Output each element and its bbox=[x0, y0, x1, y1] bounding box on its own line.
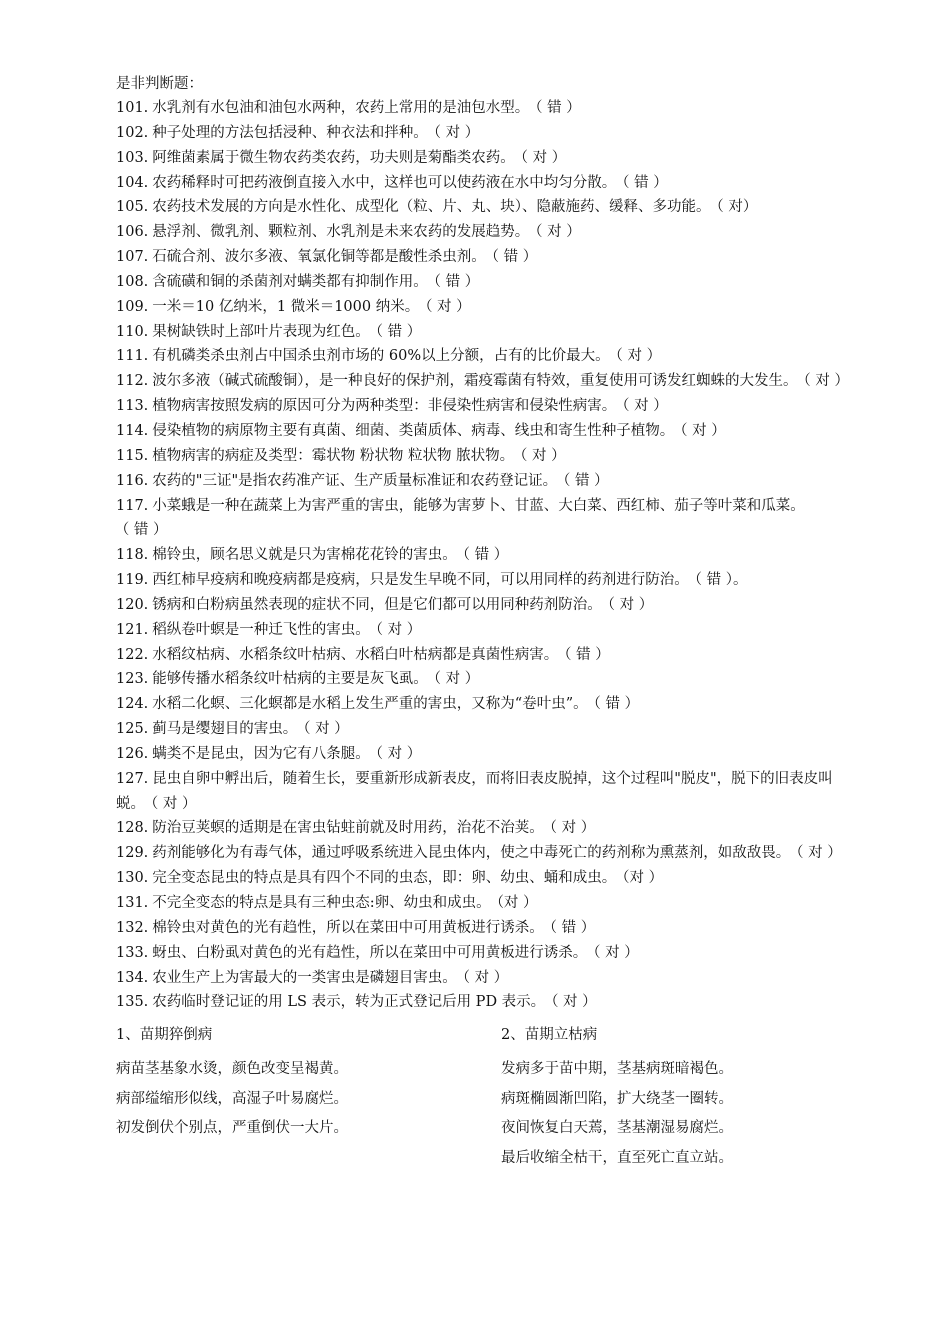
question-answer: （对 ） bbox=[496, 895, 538, 911]
question-text: 水乳剂有水包油和油包水两种，农药上常用的是油包水型。 bbox=[152, 100, 530, 116]
question-number: 130. bbox=[116, 870, 149, 887]
question-item bbox=[116, 568, 856, 593]
question-number: 133. bbox=[116, 944, 149, 961]
question-number: 114. bbox=[116, 422, 149, 439]
question-item bbox=[116, 344, 856, 369]
question-number: 119. bbox=[116, 572, 149, 589]
question-answer: （ 对 ） bbox=[796, 845, 842, 862]
question-item bbox=[116, 121, 856, 146]
document-page bbox=[116, 72, 856, 1173]
question-number: 123. bbox=[116, 671, 149, 688]
question-answer: （ 对 ） bbox=[520, 149, 567, 166]
question-item bbox=[116, 469, 856, 494]
question-number: 116. bbox=[116, 472, 149, 489]
question-number: 124. bbox=[116, 696, 149, 713]
question-item bbox=[116, 245, 856, 270]
question-text: 阿维菌素属于微生物农药类农药，功夫则是菊酯类农药。 bbox=[152, 149, 515, 166]
question-number: 134. bbox=[116, 969, 149, 986]
question-item bbox=[116, 742, 856, 767]
question-item bbox=[116, 195, 856, 220]
question-item bbox=[116, 494, 856, 544]
question-answer: （ 对 ） bbox=[151, 795, 197, 812]
question-item bbox=[116, 643, 856, 668]
verse-damping-off bbox=[116, 1021, 501, 1173]
question-number: 102. bbox=[116, 124, 149, 141]
question-item bbox=[116, 692, 856, 717]
question-item bbox=[116, 816, 856, 841]
question-number: 110. bbox=[116, 323, 149, 340]
question-number: 126. bbox=[116, 745, 149, 762]
question-number: 128. bbox=[116, 820, 149, 837]
question-text: 水稻二化螟、三化螟都是水稻上发生严重的害虫，又称为“卷叶虫”。 bbox=[152, 696, 588, 713]
verse-section bbox=[116, 1021, 856, 1173]
question-text: 完全变态昆虫的特点是具有四个不同的虫态，即：卵、幼虫、蛹和成虫。 bbox=[152, 870, 617, 887]
question-text: 不完全变态的特点是具有三种虫态:卵、幼虫和成虫。 bbox=[152, 895, 491, 911]
question-item bbox=[116, 96, 856, 121]
question-number: 132. bbox=[116, 919, 149, 936]
question-text: 果树缺铁时上部叶片表现为红色。 bbox=[152, 323, 370, 340]
section-heading: 是非判断题： bbox=[116, 76, 203, 92]
question-number: 131. bbox=[116, 895, 149, 911]
question-answer: （ 对 ） bbox=[803, 373, 850, 390]
question-text: 棉铃虫对黄色的光有趋性，所以在菜田中可用黄板进行诱杀。 bbox=[152, 919, 544, 936]
question-item bbox=[116, 444, 856, 469]
question-number: 101. bbox=[116, 100, 149, 116]
question-text: 有机磷类杀虫剂占中国杀虫剂市场的 60%以上分额，占有的比价最大。 bbox=[152, 348, 610, 365]
question-item bbox=[116, 990, 856, 1015]
question-text: 悬浮剂、微乳剂、颗粒剂、水乳剂是未来农药的发展趋势。 bbox=[152, 224, 530, 241]
question-answer: （ 错 ） bbox=[433, 273, 480, 290]
verse-line: 最后收缩全枯干，直至死亡直立站。 bbox=[501, 1149, 733, 1166]
question-answer: （ 错 ） bbox=[622, 174, 668, 191]
question-text: 棉铃虫，顾名思义就是只为害棉花花铃的害虫。 bbox=[152, 547, 457, 564]
question-answer: （ 对 ） bbox=[535, 224, 581, 241]
question-answer: （ 错 ） bbox=[563, 472, 609, 489]
question-number: 118. bbox=[116, 547, 149, 564]
question-text: 防治豆荚螟的适期是在害虫钻蛀前就及时用药，治花不治荚。 bbox=[152, 820, 544, 837]
question-answer: （ 错 ） bbox=[491, 249, 538, 266]
question-text: 石硫合剂、波尔多液、氧氯化铜等都是酸性杀虫剂。 bbox=[152, 249, 486, 266]
question-text: 农药稀释时可把药液倒直接入水中，这样也可以使药液在水中均匀分散。 bbox=[152, 174, 617, 191]
question-answer: （ 对） bbox=[716, 199, 758, 216]
verse-line: 病苗茎基象水烫，颜色改变呈褐黄。 bbox=[116, 1061, 348, 1078]
question-text: 含硫磺和铜的杀菌剂对螨类都有抑制作用。 bbox=[152, 273, 428, 290]
question-item bbox=[116, 618, 856, 643]
question-answer: （ 对 ） bbox=[622, 398, 668, 415]
question-number: 106. bbox=[116, 224, 149, 241]
question-text: 一米＝10 亿纳米，1 微米＝1000 纳米。 bbox=[152, 298, 420, 315]
question-text: 螨类不是昆虫，因为它有八条腿。 bbox=[152, 745, 370, 762]
question-number: 121. bbox=[116, 621, 149, 638]
question-item bbox=[116, 966, 856, 991]
question-item bbox=[116, 320, 856, 345]
question-number: 115. bbox=[116, 447, 149, 464]
question-number: 129. bbox=[116, 845, 149, 862]
question-text: 蚜虫、白粉虱对黄色的光有趋性，所以在菜田中可用黄板进行诱杀。 bbox=[152, 944, 588, 961]
question-answer: （ 对 ） bbox=[303, 721, 349, 738]
question-answer: （ 对 ） bbox=[375, 621, 422, 638]
question-answer: （ 错 ） bbox=[122, 522, 168, 539]
question-item bbox=[116, 171, 856, 196]
verse-line: 初发倒伏个别点，严重倒伏一大片。 bbox=[116, 1120, 348, 1137]
question-text: 水稻纹枯病、水稻条纹叶枯病、水稻白叶枯病都是真菌性病害。 bbox=[152, 646, 559, 663]
question-number: 122. bbox=[116, 646, 149, 663]
verse-title: 2、苗期立枯病 bbox=[501, 1027, 598, 1044]
question-answer: （ 对 ） bbox=[433, 124, 480, 141]
question-number: 117. bbox=[116, 497, 149, 514]
question-answer: （ 对 ） bbox=[425, 298, 471, 315]
question-text: 侵染植物的病原物主要有真菌、细菌、类菌质体、病毒、线虫和寄生性种子植物。 bbox=[152, 422, 675, 439]
verse-line: 病部缢缩形似线，高湿子叶易腐烂。 bbox=[116, 1090, 348, 1107]
question-number: 104. bbox=[116, 174, 149, 191]
question-answer: （ 对 ） bbox=[520, 447, 566, 464]
question-text: 农药临时登记证的用 LS 表示，转为正式登记后用 PD 表示。 bbox=[152, 994, 546, 1011]
question-number: 111. bbox=[116, 348, 149, 365]
question-answer: （ 错 ）。 bbox=[694, 572, 748, 589]
question-item bbox=[116, 717, 856, 742]
question-text: 农药的"三证"是指农药准产证、生产质量标准证和农药登记证。 bbox=[152, 472, 558, 489]
question-number: 109. bbox=[116, 298, 149, 315]
question-number: 107. bbox=[116, 249, 149, 266]
question-item bbox=[116, 841, 856, 866]
question-item bbox=[116, 767, 856, 817]
question-item bbox=[116, 146, 856, 171]
question-item bbox=[116, 369, 856, 394]
question-answer: （ 错 ） bbox=[535, 100, 581, 116]
question-answer: （ 错 ） bbox=[462, 547, 509, 564]
question-number: 105. bbox=[116, 199, 149, 216]
question-answer: （ 对 ） bbox=[375, 745, 422, 762]
verse-title: 1、苗期猝倒病 bbox=[116, 1027, 213, 1044]
question-answer: （ 对 ） bbox=[615, 348, 662, 365]
question-number: 108. bbox=[116, 273, 149, 290]
question-text: 锈病和白粉病虽然表现的症状不同，但是它们都可以用同种药剂防治。 bbox=[152, 596, 602, 613]
question-text: 小菜蛾是一种在蔬菜上为害严重的害虫，能够为害萝卜、甘蓝、大白菜、西红柿、茄子等叶菜和瓜菜。 bbox=[152, 497, 805, 514]
question-text: 波尔多液（碱式硫酸铜），是一种良好的保护剂，霜疫霉菌有特效，重复使用可诱发红蜘蛛的大发生。 bbox=[152, 373, 798, 390]
question-answer: （ 错 ） bbox=[564, 646, 610, 663]
question-item bbox=[116, 220, 856, 245]
question-item bbox=[116, 667, 856, 692]
question-item bbox=[116, 295, 856, 320]
question-answer: （ 对 ） bbox=[549, 820, 596, 837]
verse-line: 病斑椭圆渐凹陷，扩大绕茎一圈转。 bbox=[501, 1090, 733, 1107]
question-answer: （ 对 ） bbox=[593, 944, 639, 961]
question-number: 112. bbox=[116, 373, 149, 390]
question-item bbox=[116, 941, 856, 966]
question-text: 稻纵卷叶螟是一种迁飞性的害虫。 bbox=[152, 621, 370, 638]
verse-line: 夜间恢复白天蔫，茎基潮湿易腐烂。 bbox=[501, 1120, 733, 1137]
question-text: 农药技术发展的方向是水性化、成型化（粒、片、丸、块）、隐蔽施药、缓释、多功能。 bbox=[152, 199, 711, 216]
question-text: 蓟马是缨翅目的害虫。 bbox=[152, 721, 298, 738]
question-item bbox=[116, 593, 856, 618]
question-item bbox=[116, 419, 856, 444]
question-number: 103. bbox=[116, 149, 149, 166]
question-number: 127. bbox=[116, 770, 149, 787]
question-answer: （ 对 ） bbox=[551, 994, 597, 1011]
verse-rhizoctonia-blight bbox=[501, 1021, 856, 1173]
question-item bbox=[116, 916, 856, 941]
question-item bbox=[116, 891, 856, 916]
question-item bbox=[116, 270, 856, 295]
question-answer: （ 对 ） bbox=[433, 671, 480, 688]
question-number: 113. bbox=[116, 398, 149, 415]
question-answer: （ 错 ） bbox=[549, 919, 596, 936]
question-number: 135. bbox=[116, 994, 149, 1011]
question-item bbox=[116, 543, 856, 568]
question-number: 120. bbox=[116, 596, 149, 613]
question-text: 药剂能够化为有毒气体，通过呼吸系统进入昆虫体内，使之中毒死亡的药剂称为熏蒸剂，如敌敌畏。 bbox=[152, 845, 791, 862]
question-answer: （ 对 ） bbox=[680, 422, 726, 439]
question-text: 能够传播水稻条纹叶枯病的主要是灰飞虱。 bbox=[152, 671, 428, 688]
question-answer: （ 错 ） bbox=[593, 696, 640, 713]
question-answer: （ 对 ） bbox=[607, 596, 654, 613]
question-item bbox=[116, 394, 856, 419]
question-text: 种子处理的方法包括浸种、种衣法和拌种。 bbox=[152, 124, 428, 141]
question-text: 农业生产上为害最大的一类害虫是磷翅目害虫。 bbox=[152, 969, 457, 986]
question-answer: （ 错 ） bbox=[375, 323, 422, 340]
question-answer: （ 对 ） bbox=[462, 969, 509, 986]
question-answer: （对 ） bbox=[622, 870, 664, 887]
question-text: 植物病害的病症及类型：霉状物 粉状物 粒状物 脓状物。 bbox=[152, 447, 515, 464]
verse-line: 发病多于苗中期，茎基病斑暗褐色。 bbox=[501, 1061, 733, 1078]
question-text: 昆虫自卵中孵出后，随着生长，要重新形成新表皮，而将旧表皮脱掉，这个过程叫"脱皮"，脱下的旧表皮叫蜕。 bbox=[116, 770, 833, 812]
question-text: 植物病害按照发病的原因可分为两种类型：非侵染性病害和侵染性病害。 bbox=[152, 398, 617, 415]
question-list bbox=[116, 96, 856, 1015]
question-item bbox=[116, 866, 856, 891]
question-number: 125. bbox=[116, 721, 149, 738]
question-text: 西红柿早疫病和晚疫病都是疫病，只是发生早晚不同，可以用同样的药剂进行防治。 bbox=[152, 572, 689, 589]
